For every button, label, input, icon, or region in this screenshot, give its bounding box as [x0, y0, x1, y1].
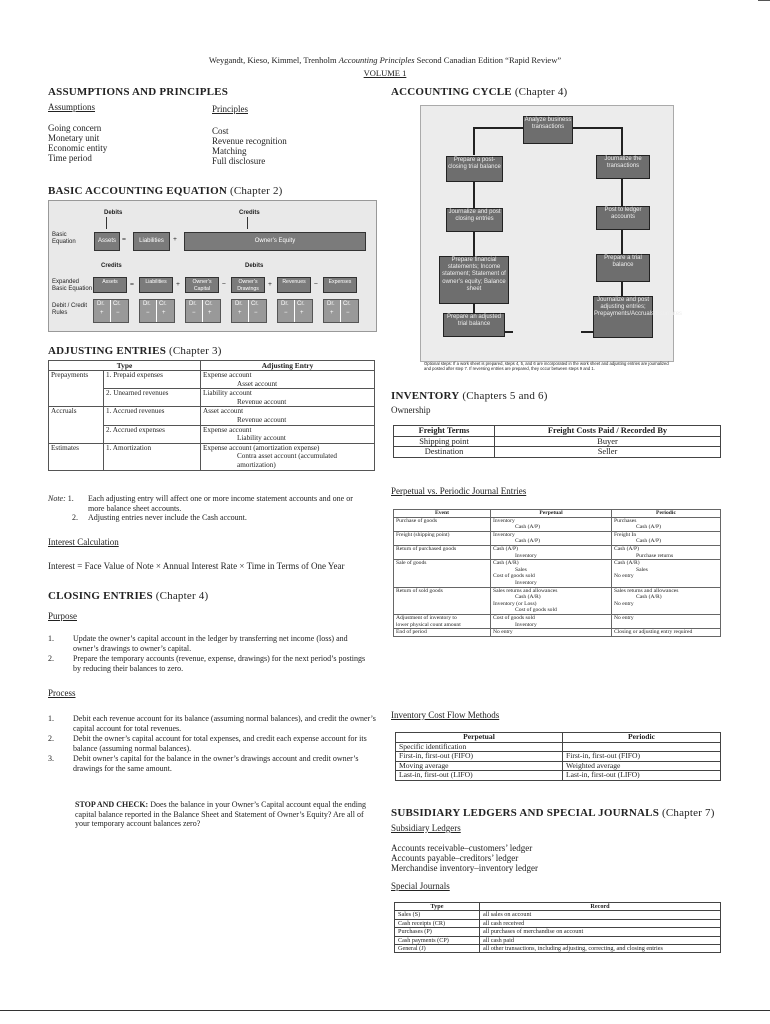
cf-perpetual: Specific identification — [396, 742, 563, 752]
table-row — [49, 443, 375, 470]
pp-periodic: Cash (A/R) Sales No entry — [612, 560, 721, 587]
dr-label: Dr. — [327, 301, 335, 307]
document-header — [0, 54, 770, 80]
expanded-box: Revenues — [277, 277, 311, 293]
freight-paid-by: Buyer — [495, 436, 721, 447]
expanded-box: Owner’s Capital — [185, 277, 219, 293]
cr-sign: + — [300, 310, 304, 316]
corner-mark — [758, 0, 770, 1]
table-row — [394, 629, 721, 637]
journal-record: all cash received — [480, 919, 721, 927]
credit-arrow-up — [247, 217, 248, 229]
subsidiary-ledgers-head: Subsidiary Ledgers — [391, 823, 461, 833]
cycle-step-9: Prepare a post-closing trial balance — [446, 156, 503, 182]
principle-item: Full disclosure — [212, 156, 266, 166]
table-row — [394, 447, 721, 458]
assumptions-list — [48, 123, 107, 163]
pp-periodic: Sales returns and allowances Cash (A/R) No entry — [612, 587, 721, 614]
credits-label: Credits — [239, 210, 260, 216]
dr-sign: − — [192, 310, 196, 316]
assumption-item: Economic entity — [48, 143, 108, 153]
accounting-cycle-diagram — [420, 105, 683, 362]
pp-periodic: Closing or adjusting entry required — [612, 629, 721, 637]
assumptions-title: ASSUMPTIONS AND PRINCIPLES — [48, 86, 229, 98]
operator: + — [176, 281, 180, 288]
credit-line: Asset account — [237, 379, 278, 388]
assumption-item: Time period — [48, 153, 92, 163]
debits-label: Debits — [104, 210, 123, 216]
equation-diagram — [48, 200, 377, 332]
adjusting-group: Estimates — [49, 443, 104, 470]
dr-sign: − — [284, 310, 288, 316]
ownership-head: Ownership — [391, 405, 431, 415]
principle-item: Revenue recognition — [212, 136, 287, 146]
pp-periodic: Purchases Cash (A/P) — [612, 517, 721, 531]
adjusting-title: ADJUSTING ENTRIES (Chapter 3) — [48, 345, 222, 357]
journal-record: all purchases of merchandise on account — [480, 928, 721, 936]
sj-col-record: Record — [480, 903, 721, 911]
journal-type: Cash payments (CP) — [395, 936, 480, 944]
dr-label: Dr. — [97, 301, 105, 307]
table-row — [395, 919, 721, 927]
table-row — [49, 389, 375, 407]
operator: + — [268, 281, 272, 288]
list-text: Debit owner’s capital for the balance in the owner’s drawings account and credit owner’s drawings for the same amount. — [73, 754, 359, 773]
adjusting-entry — [201, 425, 375, 443]
table-row — [394, 531, 721, 545]
pp-perpetual: Cash (A/R) Sales Cost of goods sold Inventory — [491, 560, 612, 587]
list-text: Debit each revenue account for its balance (assuming normal balances), and credit the owner’s capital account for total revenues. — [73, 714, 376, 733]
pp-event: Adjustment of inventory to lower physical count amount — [394, 614, 491, 628]
adjusting-entry — [201, 389, 375, 407]
cycle-step-1: Analyze business transactions — [523, 116, 573, 144]
plus-sign: + — [173, 236, 177, 243]
dr-sign: + — [238, 310, 242, 316]
cycle-title: ACCOUNTING CYCLE (Chapter 4) — [391, 86, 568, 98]
t-account — [231, 299, 267, 323]
cycle-step-3: Post to ledger accounts — [596, 206, 650, 230]
operator: − — [222, 281, 226, 288]
special-journals-table — [394, 902, 721, 953]
cycle-step-6: Prepare an adjusted trial balance — [443, 313, 505, 337]
journal-type: Cash receipts (CR) — [395, 919, 480, 927]
list-item — [48, 754, 380, 773]
cost-flow-table — [395, 732, 721, 781]
pp-periodic: Freight In Cash (A/P) — [612, 531, 721, 545]
freight-term: Shipping point — [394, 436, 495, 447]
principle-item: Matching — [212, 146, 247, 156]
freight-terms-table — [393, 425, 721, 458]
debits-label-lower: Debits — [245, 263, 264, 269]
subsidiary-title: SUBSIDIARY LEDGERS AND SPECIAL JOURNALS (Chapter 7) — [391, 807, 715, 819]
adjusting-entries-table — [48, 360, 375, 471]
cycle-caption: Optional steps: If a work sheet is prepared, steps 4, 5, and 6 are incorporated in the work sheet and adjusting entries are journalized and posted after step 7. If reversing entries are prepared, they occur between steps 9 and 1. — [424, 361, 669, 372]
adjusting-group: Accruals — [49, 407, 104, 425]
cr-label: Cr. — [297, 301, 305, 307]
debit-credit-rules-label: Debit / Credit Rules — [52, 303, 88, 317]
freight-col-terms: Freight Terms — [394, 426, 495, 437]
dr-sign: + — [330, 310, 334, 316]
closing-title: CLOSING ENTRIES (Chapter 4) — [48, 590, 209, 602]
adjusting-type: 2. Accrued expenses — [104, 425, 201, 443]
pp-perpetual: Cost of goods sold Inventory — [491, 614, 612, 628]
table-row — [395, 945, 721, 953]
note-item: Note: 1. Each adjusting entry will affect one or more income statement accounts and one or more balance sheet accounts. — [48, 494, 353, 513]
journal-record: all other transactions, including adjusting, correcting, and closing entries — [480, 945, 721, 953]
ledger-item: Accounts receivable–customers’ ledger — [391, 843, 533, 853]
cf-perpetual: Moving average — [396, 761, 563, 771]
debit-arrow-up — [106, 217, 107, 229]
cr-sign: − — [116, 310, 120, 316]
pp-event: Sale of goods — [394, 560, 491, 587]
pp-periodic: No entry — [612, 614, 721, 628]
pp-event: Freight (shipping point) — [394, 531, 491, 545]
table-row — [395, 928, 721, 936]
adjusting-type: 1. Prepaid expenses — [104, 371, 201, 389]
assumption-item: Monetary unit — [48, 133, 100, 143]
t-account — [277, 299, 313, 323]
debit-line: Expense account — [203, 425, 252, 434]
basic-equation-label: Basic Equation — [52, 232, 76, 246]
table-row — [394, 614, 721, 628]
table-row — [396, 752, 721, 762]
credits-label-lower: Credits — [101, 263, 122, 269]
process-head: Process — [48, 688, 76, 698]
liabilities-box: Liabilities — [133, 232, 170, 251]
list-number: 2. — [48, 654, 54, 663]
adjusting-notes — [48, 494, 368, 523]
credit-line: Contra asset account (accumulated amortization) — [237, 452, 337, 469]
note-item: 2. Adjusting entries never include the Cash account. — [72, 513, 247, 522]
t-account — [323, 299, 359, 323]
journal-record: all sales on account — [480, 911, 721, 919]
stop-and-check: STOP AND CHECK: Does the balance in your Owner’s Capital account equal the ending capital balance reported in the Balance Sheet and Statement of Owner’s Equity? Are all of your temporary account balances zero? — [75, 800, 366, 828]
pp-event: Return of sold goods — [394, 587, 491, 614]
equals-sign: = — [122, 236, 126, 243]
expanded-box: Expenses — [323, 277, 357, 293]
expanded-box: Owner’s Drawings — [231, 277, 265, 293]
table-row — [394, 517, 721, 531]
cf-perpetual: First-in, first-out (FIFO) — [396, 752, 563, 762]
freight-col-paid: Freight Costs Paid / Recorded By — [495, 426, 721, 437]
expanded-equation-label: Expanded Basic Equation — [52, 279, 93, 293]
process-list — [48, 714, 380, 774]
credit-line: Liability account — [237, 434, 286, 443]
dr-sign: + — [100, 310, 104, 316]
pp-perpetual: Inventory Cash (A/P) — [491, 531, 612, 545]
freight-term: Destination — [394, 447, 495, 458]
adjusting-type: 1. Amortization — [104, 443, 201, 470]
cr-label: Cr. — [205, 301, 213, 307]
pp-perpetual: Cash (A/P) Inventory — [491, 545, 612, 559]
debit-line: Expense account (amortization expense) — [203, 443, 320, 452]
debit-line: Asset account — [203, 407, 244, 416]
adjusting-entry — [201, 443, 375, 470]
cr-sign: − — [254, 310, 258, 316]
owners-equity-box: Owner’s Equity — [184, 232, 366, 251]
credit-line: Revenue account — [237, 415, 287, 424]
cf-col-periodic: Periodic — [563, 733, 721, 743]
adjusting-group: Prepayments — [49, 371, 104, 389]
assumption-item: Going concern — [48, 123, 102, 133]
adjusting-type: 1. Accrued revenues — [104, 407, 201, 425]
pp-col-perpetual: Perpetual — [491, 510, 612, 518]
table-row — [396, 771, 721, 781]
list-text: Prepare the temporary accounts (revenue, expense, drawings) for the next period’s postings by reducing their balances to zero. — [73, 654, 366, 673]
cf-periodic: Last-in, first-out (LIFO) — [563, 771, 721, 781]
list-number: 2. — [48, 734, 54, 743]
cr-label: Cr. — [251, 301, 259, 307]
expanded-box: Assets — [93, 277, 127, 293]
sj-col-type: Type — [395, 903, 480, 911]
debit-line: Expense account — [203, 371, 252, 379]
list-item — [48, 734, 380, 753]
cycle-step-5: Journalize and post adjusting entries; Prepayments/Accruals/Estimates — [593, 296, 653, 338]
cycle-step-7: Prepare financial statements; Income statement; Statement of owner’s equity; Balance sheet — [439, 256, 509, 304]
t-account — [139, 299, 175, 323]
list-number: 3. — [48, 754, 54, 763]
credit-line: Revenue account — [237, 397, 287, 406]
adjusting-group — [49, 389, 104, 407]
operator: − — [314, 281, 318, 288]
pp-event: Purchase of goods — [394, 517, 491, 531]
cr-label: Cr. — [113, 301, 121, 307]
table-row — [395, 936, 721, 944]
dr-label: Dr. — [143, 301, 151, 307]
journal-type: General (J) — [395, 945, 480, 953]
dr-sign: − — [146, 310, 150, 316]
operator: = — [130, 281, 134, 288]
adjusting-type: 2. Unearned revenues — [104, 389, 201, 407]
bottom-rule — [0, 1010, 770, 1011]
cf-perpetual: Last-in, first-out (LIFO) — [396, 771, 563, 781]
dr-label: Dr. — [235, 301, 243, 307]
journal-record: all cash paid — [480, 936, 721, 944]
table-row — [394, 560, 721, 587]
adjusting-col-type: Type — [49, 361, 201, 371]
freight-paid-by: Seller — [495, 447, 721, 458]
list-item — [48, 714, 380, 733]
list-text: Debit the owner’s capital account for total expenses, and credit each expense account for its balance (assuming normal balances). — [73, 734, 367, 753]
equation-title: BASIC ACCOUNTING EQUATION (Chapter 2) — [48, 185, 283, 197]
interest-calculation-head: Interest Calculation — [48, 537, 119, 547]
purpose-list — [48, 634, 368, 674]
list-item — [48, 654, 368, 673]
cr-label: Cr. — [159, 301, 167, 307]
cf-col-perpetual: Perpetual — [396, 733, 563, 743]
table-row — [49, 425, 375, 443]
list-item — [48, 634, 368, 653]
ledger-list — [391, 843, 538, 873]
list-text: Update the owner’s capital account in the ledger by transferring net income (loss) and owner’s drawings to owner’s capital. — [73, 634, 348, 653]
purpose-head: Purpose — [48, 611, 77, 621]
table-row — [49, 407, 375, 425]
expanded-box: Liabilities — [139, 277, 173, 293]
cr-sign: − — [346, 310, 350, 316]
assumptions-section — [48, 86, 378, 166]
adjusting-entry — [201, 407, 375, 425]
ledger-item: Merchandise inventory–inventory ledger — [391, 863, 538, 873]
cr-label: Cr. — [343, 301, 351, 307]
list-number: 1. — [48, 714, 54, 723]
table-row — [394, 436, 721, 447]
pp-perpetual: Sales returns and allowances Cash (A/R) Inventory (or Loss) Cost of goods sold — [491, 587, 612, 614]
table-row — [395, 911, 721, 919]
debit-line: Liability account — [203, 389, 252, 398]
t-account — [93, 299, 129, 323]
dr-label: Dr. — [189, 301, 197, 307]
adjusting-col-entry: Adjusting Entry — [201, 361, 375, 371]
interest-formula: Interest = Face Value of Note × Annual Interest Rate × Time in Terms of One Year — [48, 561, 345, 571]
perpetual-periodic-head: Perpetual vs. Periodic Journal Entries — [391, 486, 527, 496]
pp-perpetual: Inventory Cash (A/P) — [491, 517, 612, 531]
adjusting-group — [49, 425, 104, 443]
pp-event: End of period — [394, 629, 491, 637]
cr-sign: + — [208, 310, 212, 316]
perpetual-periodic-table — [393, 509, 721, 637]
principle-item: Cost — [212, 126, 229, 136]
t-account — [185, 299, 221, 323]
inventory-title: INVENTORY (Chapters 5 and 6) — [391, 390, 548, 402]
ledger-item: Accounts payable–creditors’ ledger — [391, 853, 519, 863]
adjusting-entry — [201, 371, 375, 389]
expanded-equation-row — [93, 277, 373, 325]
cf-periodic: Weighted average — [563, 761, 721, 771]
pp-col-event: Event — [394, 510, 491, 518]
principles-list — [212, 126, 287, 166]
assets-box: Assets — [94, 232, 120, 251]
pp-event: Return of purchased goods — [394, 545, 491, 559]
special-journals-head: Special Journals — [391, 881, 450, 891]
pp-periodic: Cash (A/P) Purchase returns — [612, 545, 721, 559]
header-citation: Weygandt, Kieso, Kimmel, Trenholm Accounting Principles Second Canadian Edition “Rapid Review” — [208, 55, 562, 65]
table-row — [394, 545, 721, 559]
table-row — [49, 371, 375, 389]
cycle-step-4: Prepare a trial balance — [596, 254, 650, 282]
journal-type: Purchases (P) — [395, 928, 480, 936]
cf-periodic: First-in, first-out (FIFO) — [563, 752, 721, 762]
cost-flow-head: Inventory Cost Flow Methods — [391, 710, 500, 720]
cycle-step-8: Journalize and post closing entries — [446, 208, 503, 232]
pp-col-periodic: Periodic — [612, 510, 721, 518]
header-volume: VOLUME 1 — [363, 68, 407, 78]
table-row — [394, 587, 721, 614]
dr-label: Dr. — [281, 301, 289, 307]
assumptions-col-head: Assumptions — [48, 102, 96, 112]
journal-type: Sales (S) — [395, 911, 480, 919]
cr-sign: + — [162, 310, 166, 316]
cycle-step-2: Journalize the transactions — [596, 155, 650, 179]
principles-col-head: Principles — [212, 104, 248, 114]
pp-perpetual: No entry — [491, 629, 612, 637]
list-number: 1. — [48, 634, 54, 643]
